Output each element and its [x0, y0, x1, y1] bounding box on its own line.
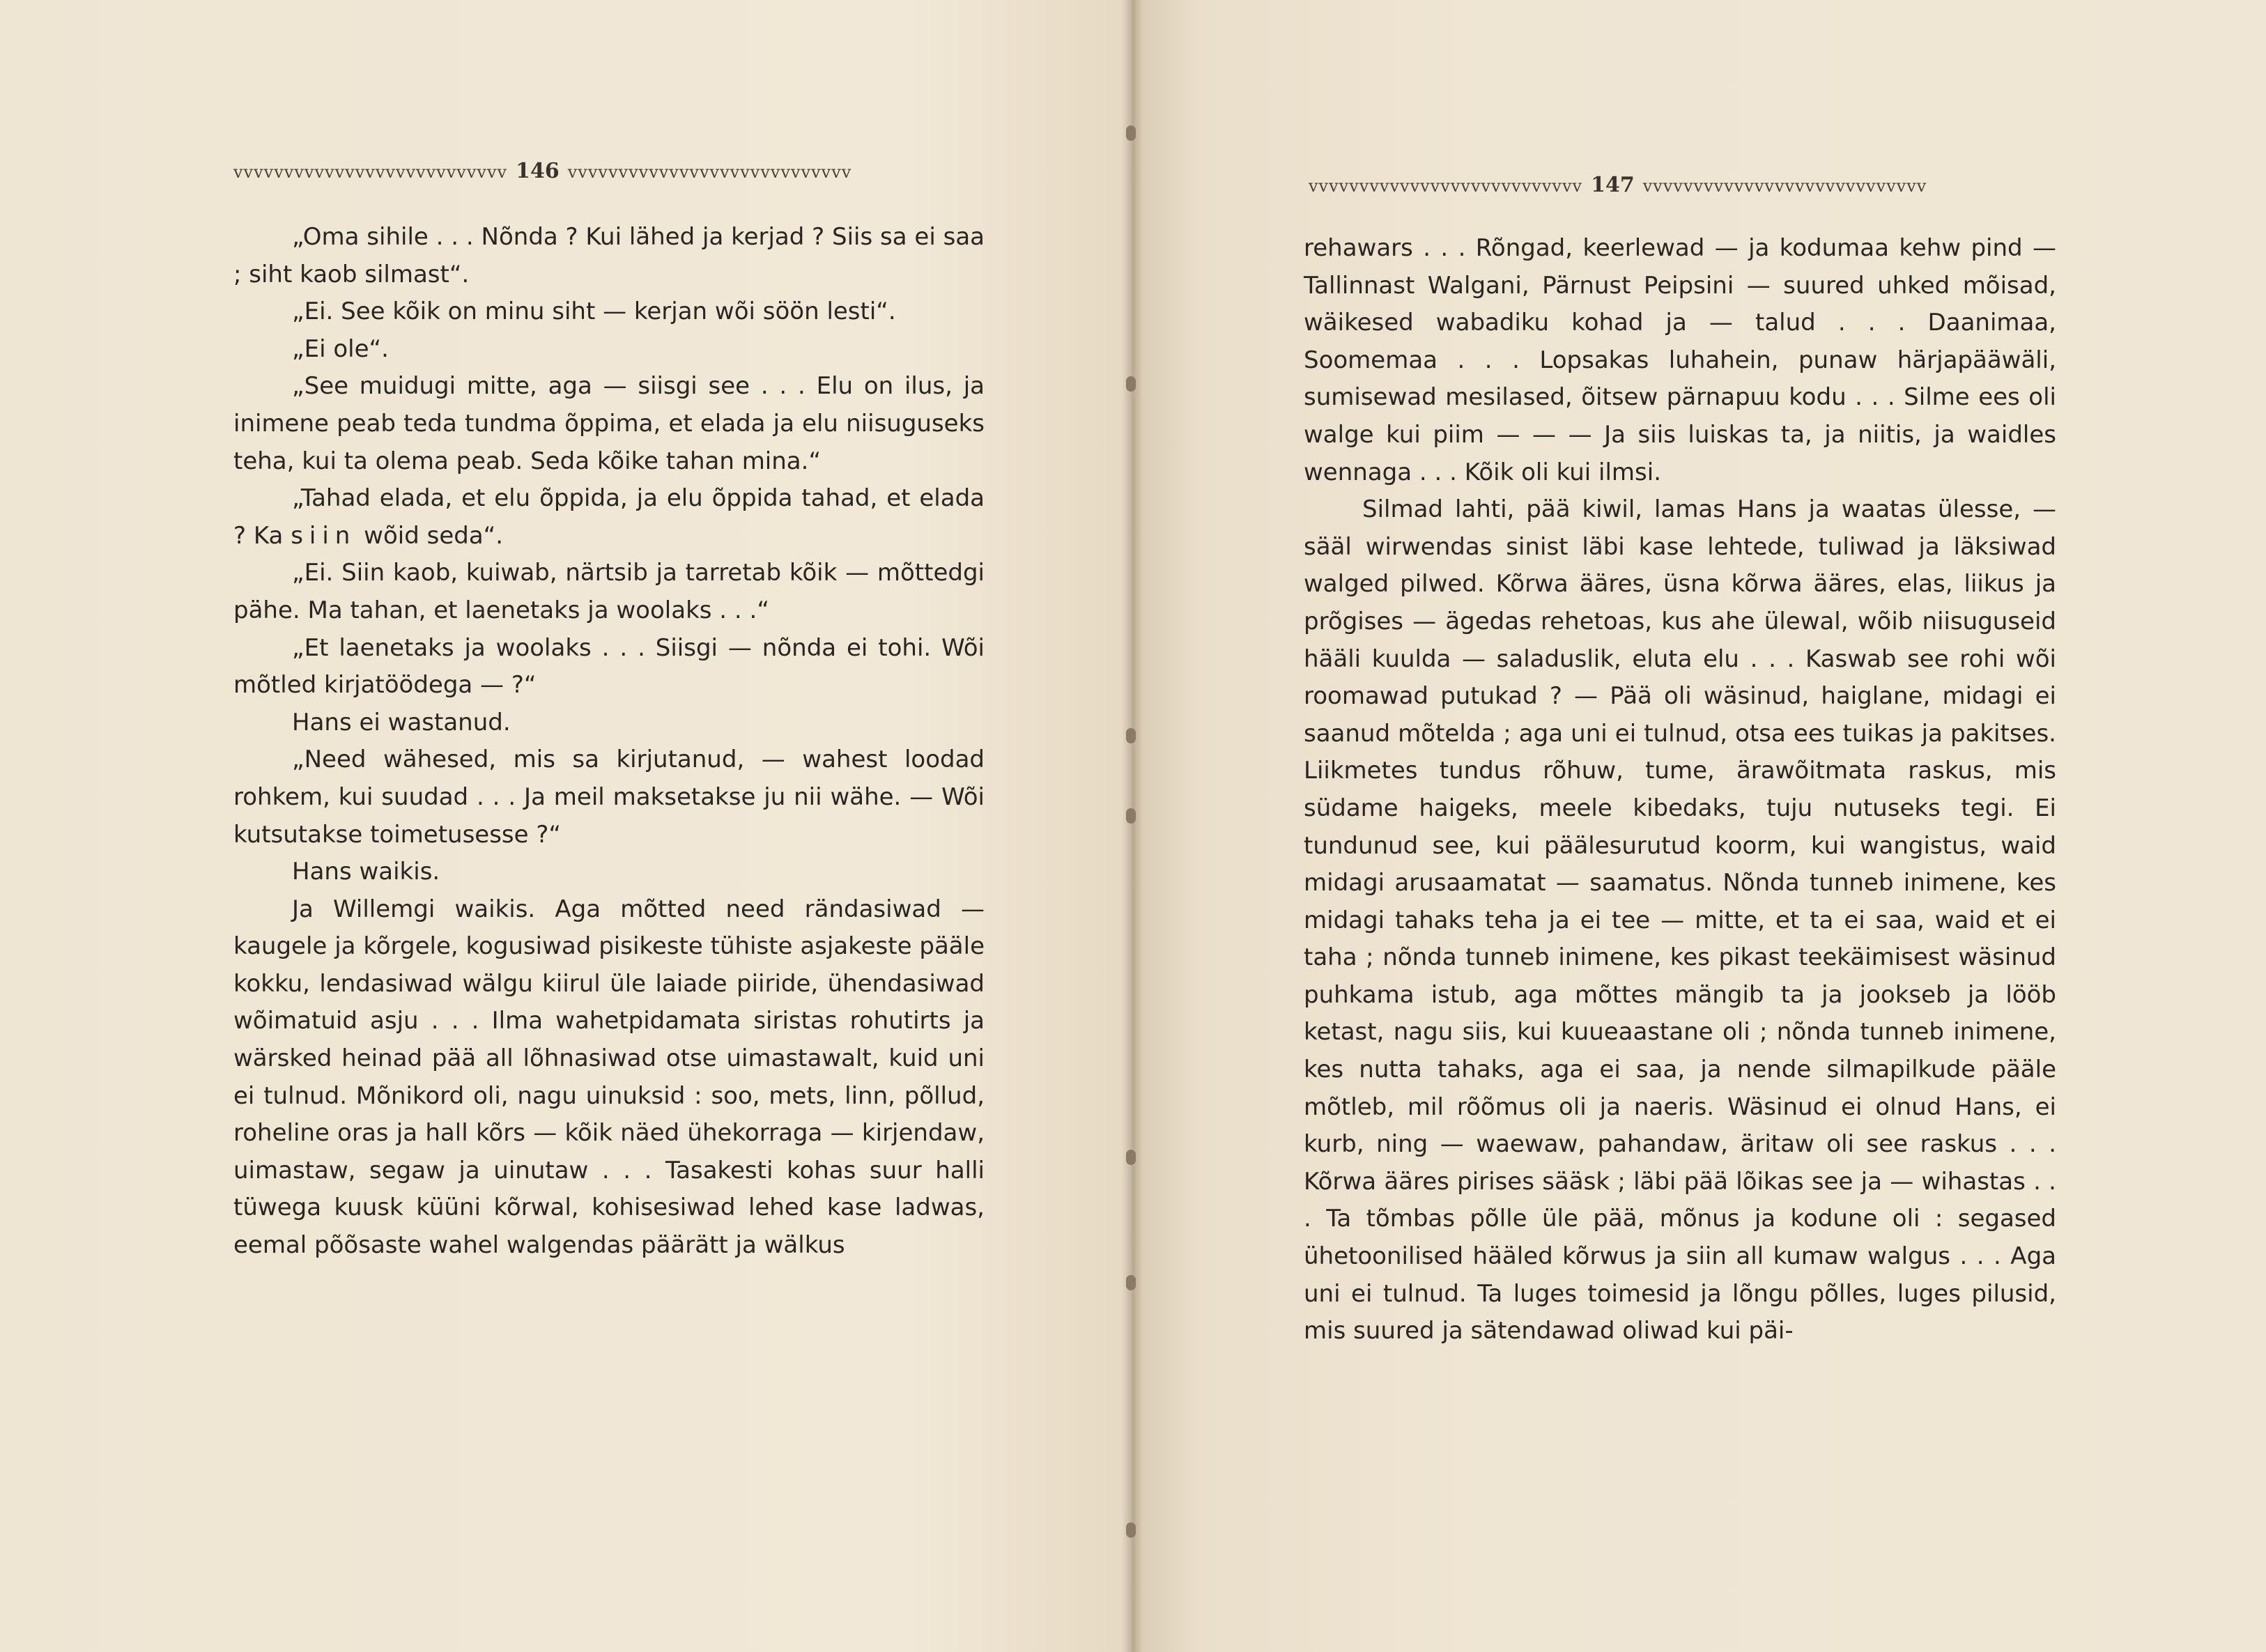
paragraph-part: „Tahad elada, et elu õppida, ja elu õppida tahad, et elada ? Ka — [233, 484, 985, 550]
paragraph: „Ei ole“. — [292, 334, 389, 363]
left-page — [0, 0, 1132, 1652]
running-head-left — [233, 159, 986, 183]
binding-stitch — [1126, 125, 1136, 141]
right-page-text — [1304, 230, 2056, 1350]
paragraph: „See muidugi mitte, aga — siisgi see . . . Elu on ilus, ja inimene peab teda tundma õppima, et elada ja elu niisuguseks teha, kui ta olema peab. Seda kõike tahan mina.“ — [233, 372, 985, 475]
right-page — [1132, 0, 2266, 1652]
paragraph — [233, 480, 985, 555]
ornament-right: vvvvvvvvvvvvvvvvvvvvvvvvvvvv — [1642, 176, 1927, 196]
binding-stitch — [1126, 1150, 1136, 1165]
paragraph: rehawars . . . Rõngad, keerlewad — ja kodumaa kehw pind — Tallinnast Walgani, Pärnust Peipsini — suured uhked mõisad, wäikesed wabadiku kohad ja — talud . . . Daanimaa, Soomemaa . . . Lopsakas luhahein, punaw härjapääwäli, sumisewad mesilased, õitsew pärnapuu kodu . . . Silme ees oli walge kui piim — — — Ja siis luiskas ta, ja niitis, ja waidles wennaga . . . Kõik oli kui ilmsi. — [1304, 234, 2056, 486]
binding-stitch — [1126, 728, 1136, 743]
ornament-left: vvvvvvvvvvvvvvvvvvvvvvvvvvv — [233, 162, 508, 182]
paragraph: „Ei. Siin kaob, kuiwab, närtsib ja tarretab kõik — mõttedgi pähe. Ma tahan, et laenetaks ja woolaks . . .“ — [233, 559, 985, 624]
left-page-text — [233, 219, 985, 1265]
binding-stitch — [1126, 808, 1136, 824]
book-gutter — [1122, 0, 1143, 1652]
binding-stitch — [1126, 1275, 1136, 1290]
ornament-left: vvvvvvvvvvvvvvvvvvvvvvvvvvv — [1309, 176, 1583, 196]
paragraph: „Need wähesed, mis sa kirjutanud, — wahest loodad rohkem, kui suudad . . . Ja meil maksetakse ju nii wähe. — Wõi kutsutakse toimetusesse ?“ — [233, 746, 985, 849]
paragraph: Ja Willemgi waikis. Aga mõtted need rändasiwad — kaugele ja kõrgele, kogusiwad pisikeste tühiste asjakeste pääle kokku, lendasiwad wälgu kiirul üle laiade piiride, ühendasiwad wõimatuid asju . . . Ilma wahetpidamata siristas rohutirts ja wärsked heinad pää all lõhnasiwad otse uimastawalt, kuid uni ei tulnud. Mõnikord oli, nagu uinuksid : soo, mets, linn, põllud, roheline oras ja hall kõrs — kõik näed ühekorraga — kirjendaw, uimastaw, segaw ja uinutaw . . . Tasakesti kohas suur halli tüwega kuusk küüni kõrwal, kohisesiwad lehed kase ladwas, eemal põõsaste wahel walgendas päärätt ja wälkus — [233, 895, 985, 1260]
page-number: 147 — [1591, 173, 1635, 197]
paragraph: Silmad lahti, pää kiwil, lamas Hans ja waatas ülesse, — sääl wirwendas sinist läbi kase lehtede, tuliwad ja läksiwad walged pilwed. Kõrwa ääres, üsna kõrwa ääres, elas, liikus ja prõgises — ägedas rehetoas, kus ahe ülewal, wõib niisuguseid hääli kuulda — saladuslik, eluta elu . . . Kaswab see rohi wõi roomawad putukad ? — Pää oli wäsinud, haiglane, midagi ei saanud mõtelda ; aga uni ei tulnud, otsa ees tuikas ja pakitses. Liikmetes tundus rõhuw, tume, ärawõitmata raskus, mis südame haigeks, meele kibedaks, tuju nutuseks tegi. Ei tundunud see, kui päälesurutud koorm, kui wangistus, waid midagi arusaamatat — saamatus. Nõnda tunneb inimene, kes midagi tahaks teha ja ei tee — mitte, et ta ei saa, waid et ei taha ; nõnda tunneb inimene, kes pikast teekäimisest wäsinud puhkama istub, aga mõttes mängib ta ja jookseb ja lööb ketast, nagu siis, kui kuueaastane oli ; nõnda tunneb inimene, kes nutta tahaks, aga ei saa, ja nende silmapilkude pääle mõtleb, mil rõõmus oli ja naeris. Wäsinud ei olnud Hans, ei kurb, ning — waewaw, pahandaw, äritaw oli see raskus . . . Kõrwa ääres pirises sääsk ; läbi pää lõikas see ja — wihastas . . . Ta tõmbas põlle üle pää, mõnus ja kodune oli : segased ühetoonilised hääled kõrwus ja siin all kumaw walgus . . . Aga uni ei tulnud. Ta luges toimesid ja lõngu põlles, luges pilusid, mis suured ja sätendawad oliwad kui päi- — [1304, 495, 2056, 1345]
spaced-word: siin — [291, 521, 357, 550]
paragraph: „Oma sihile . . . Nõnda ? Kui lähed ja kerjad ? Siis sa ei saa ; siht kaob silmast“. — [233, 223, 985, 288]
page-number: 146 — [516, 159, 560, 183]
paragraph: „Et laenetaks ja woolaks . . . Siisgi — nõnda ei tohi. Wõi mõtled kirjatöödega — ?“ — [233, 633, 985, 700]
paragraph-part: wõid seda“. — [364, 521, 504, 550]
paragraph: „Ei. See kõik on minu siht — kerjan wõi söön lesti“. — [292, 298, 896, 326]
paragraph: Hans waikis. — [292, 858, 440, 886]
binding-stitch — [1126, 376, 1136, 392]
paragraph: Hans ei wastanud. — [292, 708, 511, 736]
running-head-right — [1309, 173, 2058, 197]
ornament-right: vvvvvvvvvvvvvvvvvvvvvvvvvvvv — [567, 162, 852, 182]
binding-stitch — [1126, 1522, 1136, 1538]
